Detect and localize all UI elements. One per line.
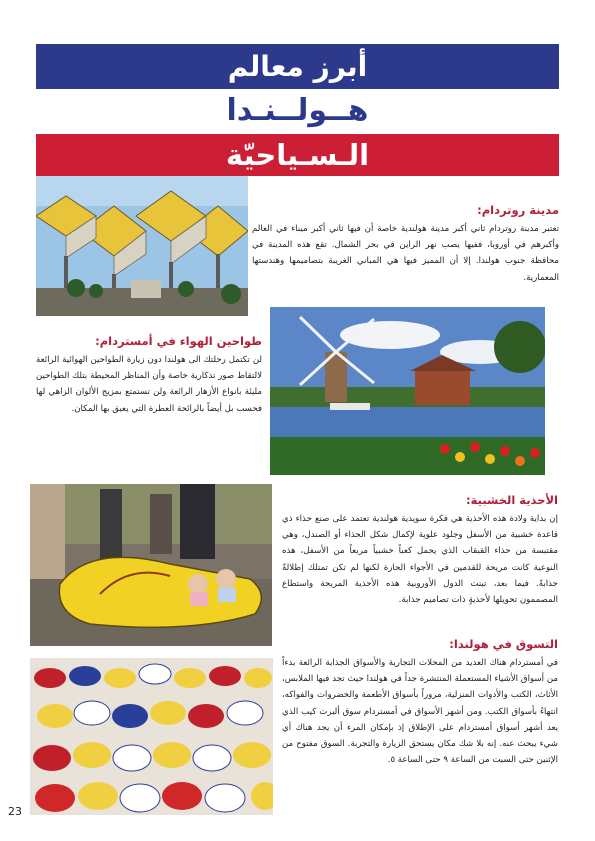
section-body: تعتبر مدينة روتردام ثاني أكبر مدينة هولندية خاصة أن فيها ثاني أكبر ميناء في العالم وأكبرهم في أوروبا، ففيها يصب نهر الراين في بحر الشمال. تقع هذه المدينة في محافظة جنوب هولندا. إلا أن المميز فيها هي المباني الغريبة بتصاميمها وهندستها المعمارية. [252,224,559,283]
giant-wooden-clog-photo [30,484,272,646]
section-heading: التسوق في هولندا: [449,637,558,651]
title-line-3: الـسـياحيّة [225,138,370,172]
section-heading: مدينة روتردام: [477,203,559,217]
section-body: لن تكتمل رحلتك الى هولندا دون زيارة الطواحين الهوائية الرائعة لالتقاط صور تذكارية خاصة وأن المناظر المحيطة بتلك الطواحين مليئة بانواع الأزهار الرائعة ولن تستمتع بمزيج الألوان الزاهي لها فحسب بل أيضاً بالرائحة العطرة التي يعبق بها المكان. [36,355,262,414]
title-line-1: أبرز معالم [227,50,368,83]
section-heading: الأحذية الخشبية: [466,493,558,507]
section-rotterdam [252,202,559,286]
page-number: 23 [8,805,22,818]
rotterdam-cube-houses-photo [36,176,248,316]
section-body: إن بداية ولادة هذه الأحذية هي فكرة سويدية هولندية تعتمد على صنع حذاء ذي قاعدة خشبية من الأسفل وجلود علوية لإكمال شكل الحذاء أو الصندل، وهي مقتبسة من حذاء القبقاب الذي يحمل كعباً خشبياً مربعاً من الأسفل، هذه النوعية كانت مريحة للقدمين في الأجواء الحارة لكنها لم تكن تمتلك إطلالةً جذابةً. فيما بعد، تبنت الدول الأوروبية هذه الأحذية المريحة واستطاع المصممون تحويلها لأحذيةٍ ذات تصاميم جذابة. [282,514,558,606]
title-band-red [36,134,559,176]
windmill-photo [270,307,545,475]
section-wooden-shoes [282,492,558,608]
title-line-2: هــولــنـدا [226,93,369,128]
clogs-market-photo [30,658,273,815]
section-body: في أمستردام هناك العديد من المحلات التجارية والأسواق الجذابة الرائعة بدءاً من أسواق الأشياء المستعملة المنتشرة جداً في هولندا حيث تجد فيها الملابس، الأثاث، الكتب والأدوات المنزلية، مروراً بأسواق الأطعمة والخضروات والفواكه، انتهاءً بأسواق الكتب. ومن أشهر الأسواق في أمستردام سوق ألبرت كيب الذي يعد أشهر أسواق أمستردام على الإطلاق إذ بإمكان المرء أن يجد هناك أي شيء يبحث عنه. إنه بلا شك مكان يستحق الزيارة والتجربة. السوق مفتوح من الإثنين حتى السبت من الساعة ٩ حتى الساعة ٥. [282,658,558,766]
title-band-blue [36,44,559,89]
section-heading: طواحين الهواء في أمستردام: [95,334,262,348]
section-windmills [36,333,262,417]
title-band-white [36,92,559,130]
section-shopping [282,636,558,768]
